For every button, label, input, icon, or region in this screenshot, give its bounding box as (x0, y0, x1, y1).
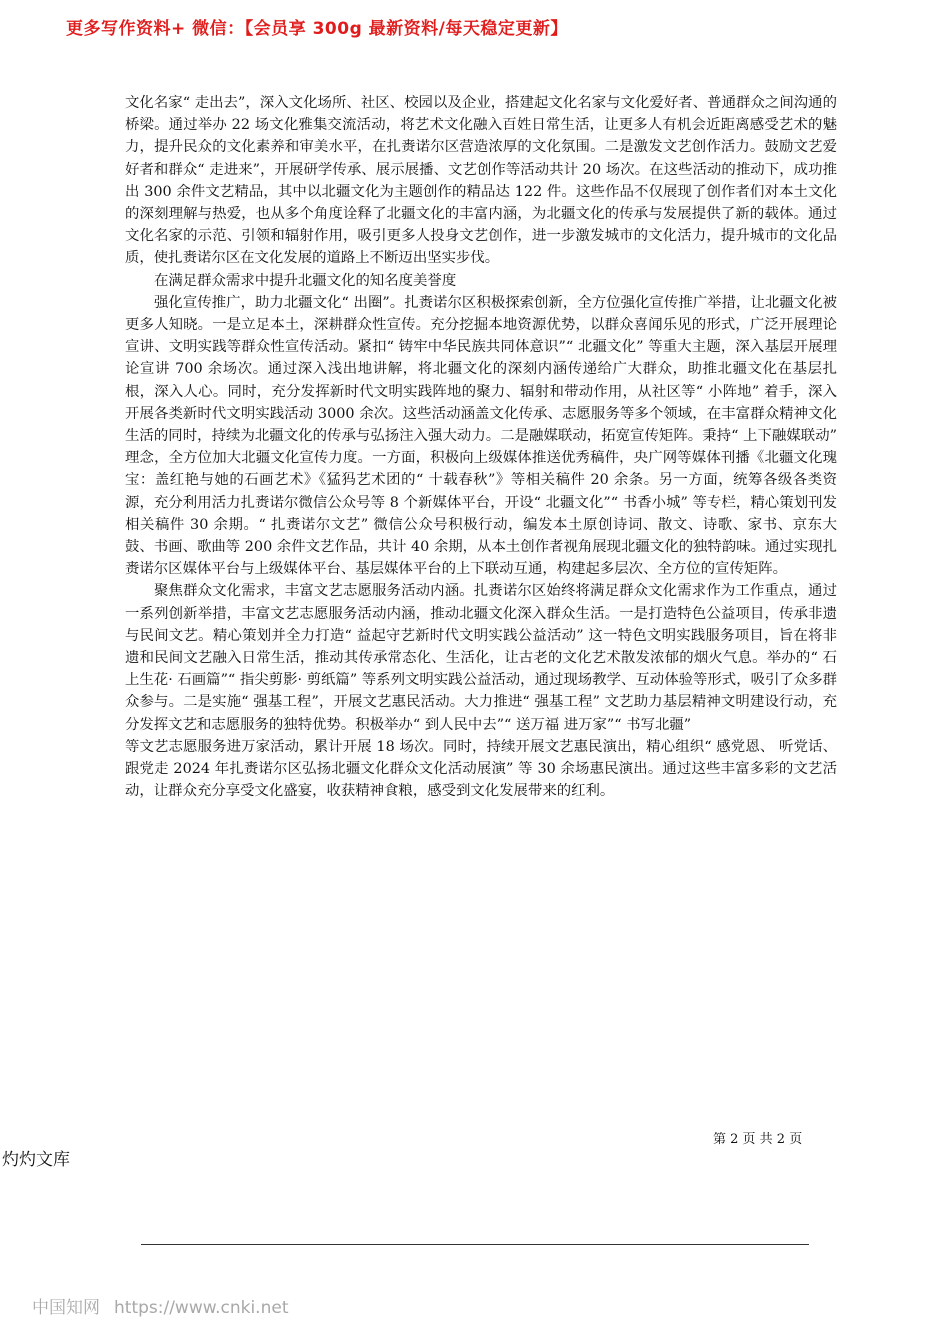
footer-divider (141, 1244, 809, 1245)
paragraph-publicity: 强化宣传推广，助力北疆文化“ 出圈”。扎赉诺尔区积极探索创新，全方位强化宣传推广举措，让北疆文化被更多人知晓。一是立足本土，深耕群众性宣传。充分挖掘本地资源优势，以群众喜闻乐见的形式，广泛开展理论宣讲、文明实践等群众性宣传活动。紧扣“ 铸牢中华民族共同体意识”“ 北疆文化” 等重大主题，深入基层开展理论宣讲 700 余场次。通过深入浅出地讲解，将北疆文化的深刻内涵传递给广大群众，助推北疆文化在基层扎根，深入人心。同时，充分发挥新时代文明实践阵地的聚力、辐射和带动作用，从社区等“ 小阵地” 着手，深入开展各类新时代文明实践活动 3000 余次。这些活动涵盖文化传承、志愿服务等多个领域，在丰富群众精神文化生活的同时，持续为北疆文化的传承与弘扬注入强大动力。二是融媒联动，拓宽宣传矩阵。秉持“ 上下融媒联动” 理念，全方位加大北疆文化宣传力度。一方面，积极向上级媒体推送优秀稿件，央广网等媒体刊播《北疆文化瑰宝：盖红艳与她的石画艺术》《猛犸艺术团的“ 十载春秋”》等相关稿件 20 余条。另一方面，统筹各级各类资源，充分利用活力扎赉诺尔微信公众号等 8 个新媒体平台，开设“ 北疆文化”“ 书香小城” 等专栏，精心策划刊发相关稿件 30 余期。“ 扎赉诺尔文艺” 微信公众号积极行动，编发本土原创诗词、散文、诗歌、家书、京东大鼓、书画、歌曲等 200 余件文艺作品，共计 40 余期，从本土创作者视角展现北疆文化的独特韵味。通过实现扎赉诺尔区媒体平台与上级媒体平台、基层媒体平台的上下联动互通，构建起多层次、全方位的宣传矩阵。 (125, 294, 837, 578)
paragraph-closing: 等文艺志愿服务进万家活动，累计开展 18 场次。同时，持续开展文艺惠民演出，精心组织“ 感党恩、 听党话、 跟党走 2024 年扎赉诺尔区弘扬北疆文化群众文化活动展演” 等 30 余场惠民演出。通过这些丰富多彩的文艺活动，让群众充分享受文化盛宴，收获精神食粮，感受到文化发展带来的红利。 (125, 738, 837, 800)
watermark-url: https://www.cnki.net (114, 1298, 289, 1318)
paragraph-volunteer-services: 聚焦群众文化需求，丰富文艺志愿服务活动内涵。扎赉诺尔区始终将满足群众文化需求作为工作重点，通过一系列创新举措，丰富文艺志愿服务活动内涵，推动北疆文化深入群众生活。一是打造特色公益项目，传承非遗与民间文艺。精心策划并全力打造“ 益起守艺新时代文明实践公益活动” 这一特色文明实践服务项目，旨在将非遗和民间文艺融入日常生活，推动其传承常态化、生活化，让古老的文化艺术散发浓郁的烟火气息。举办的“ 石上生花· 石画篇”“ 指尖剪影· 剪纸篇” 等系列文明实践公益活动，通过现场教学、互动体验等形式，吸引了众多群众参与。二是实施“ 强基工程”，开展文艺惠民活动。大力推进“ 强基工程” 文艺助力基层精神文明建设行动，充分发挥文艺和志愿服务的独特优势。积极举办“ 到人民中去”“ 送万福 进万家”“ 书写北疆” (125, 583, 837, 733)
library-name: 灼灼文库 (2, 1150, 70, 1170)
promo-banner: 更多写作资料+ 微信：【会员享 300g 最新资料/每天稳定更新】 (66, 19, 568, 39)
cnki-watermark (32, 1293, 288, 1318)
watermark-site-name: 中国知网 (32, 1298, 100, 1318)
section-heading: 在满足群众需求中提升北疆文化的知名度美誉度 (154, 272, 457, 289)
paragraph-continuation: 文化名家“ 走出去”，深入文化场所、社区、校园以及企业，搭建起文化名家与文化爱好者、普通群众之间沟通的桥梁。通过举办 22 场文化雅集交流活动，将艺术文化融入百姓日常生活，让更多人有机会近距离感受艺术的魅力，提升民众的文化素养和审美水平，在扎赉诺尔区营造浓厚的文化氛围。二是激发文艺创作活力。鼓励文艺爱好者和群众“ 走进来”，开展研学传承、展示展播、文艺创作等活动共计 20 场次。在这些活动的推动下，成功推出 300 余件文艺精品，其中以北疆文化为主题创作的精品达 122 件。这些作品不仅展现了创作者们对本土文化的深刻理解与热爱，也从多个角度诠释了北疆文化的丰富内涵，为北疆文化的传承与发展提供了新的载体。通过文化名家的示范、引领和辐射作用，吸引更多人投身文艺创作，进一步激发城市的文化活力，提升城市的文化品质，使扎赉诺尔区在文化发展的道路上不断迈出坚实步伐。 (125, 95, 837, 267)
document-body (125, 92, 837, 803)
page-number: 第 2 页 共 2 页 (713, 1132, 803, 1147)
